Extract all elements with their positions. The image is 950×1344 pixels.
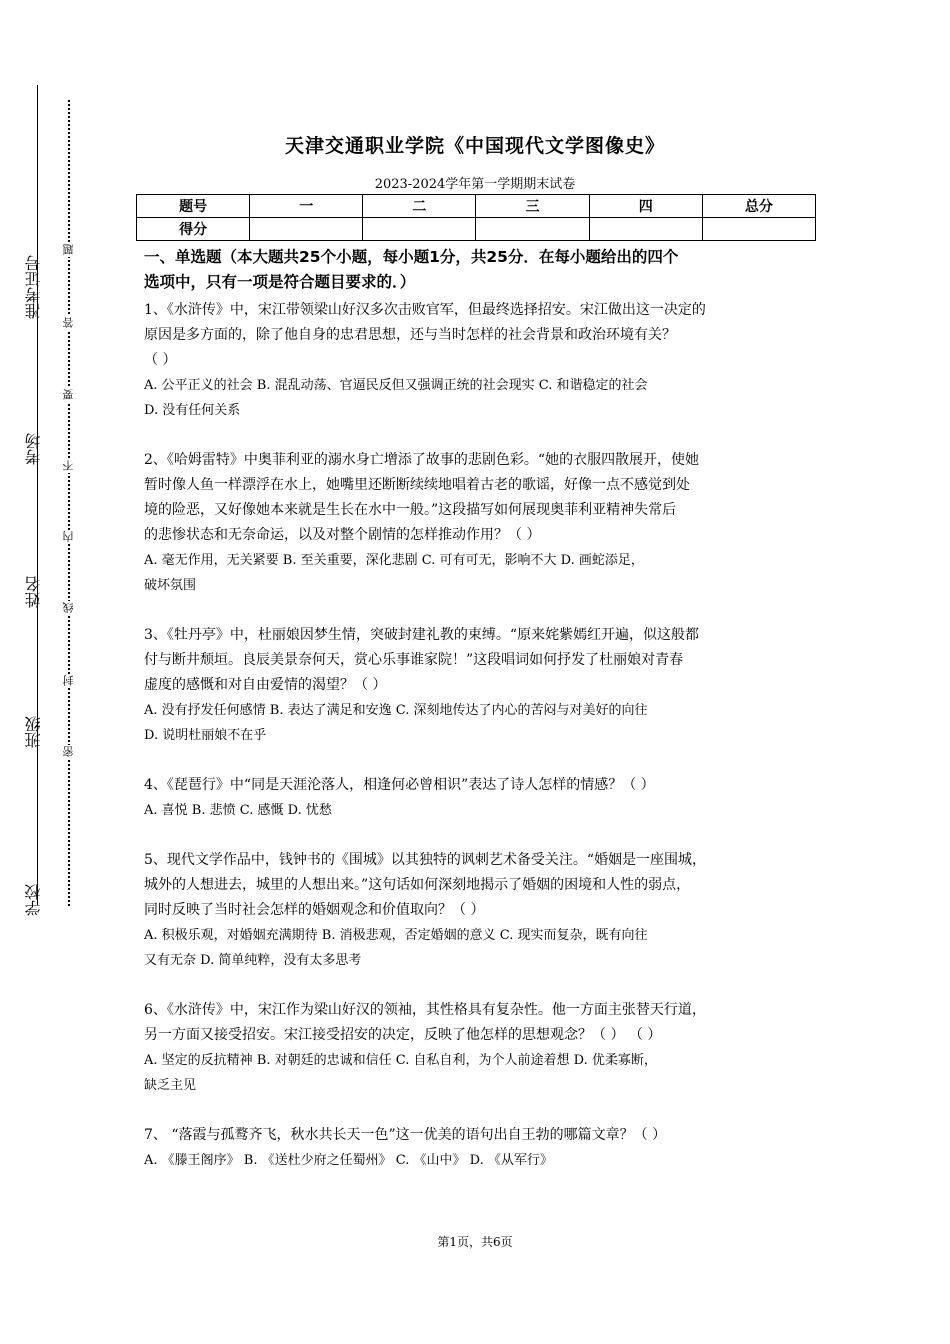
question-options-line: 破坏氛围: [144, 578, 197, 593]
score-cell: [702, 218, 815, 241]
question-stem-line: 虚度的感慨和对自由爱情的渴望？（ ）: [144, 677, 387, 693]
seal-char: 不: [62, 460, 75, 472]
question-options-line: A. 积极乐观，对婚姻充满期待 B. 消极悲观，否定婚姻的意义 C. 现实而复杂，既有向往: [144, 928, 648, 943]
question-stem-line: 付与断井颓垣。良辰美景奈何天，赏心乐事谁家院！”这段唱词如何抒发了杜丽娘对青春: [144, 652, 684, 668]
question-options-line: A. 毫无作用，无关紧要 B. 至关重要，深化悲剧 C. 可有可无，影响不大 D. 画蛇添足，: [144, 553, 644, 568]
seal-char: 题: [62, 244, 75, 256]
exam-body: [144, 245, 820, 1198]
score-header-cell: 总分: [702, 195, 815, 218]
score-row-label: 得分: [137, 218, 250, 241]
question-stem-line: 原因是多方面的，除了他自身的忠君思想，还与当时怎样的社会背景和政治环境有关？: [144, 327, 676, 343]
score-header-cell: 题号: [137, 195, 250, 218]
section-heading: [144, 245, 820, 295]
margin-field-class: 班级: [24, 716, 43, 748]
question-2: [144, 448, 820, 598]
score-table: [136, 194, 816, 241]
question-stem-line: 另一方面又接受招安。宋江接受招安的决定，反映了他怎样的思想观念？（ ） （ ）: [144, 1027, 662, 1043]
question-stem-line: 5、现代文学作品中，钱钟书的《围城》以其独特的讽刺艺术备受关注。“婚姻是一座围城，: [144, 852, 707, 868]
question-options-line: A. 没有抒发任何感情 B. 表达了满足和安逸 C. 深刻地传达了内心的苦闷与对美好的向往: [144, 703, 648, 718]
seal-char: 答: [62, 317, 75, 329]
question-options-line: A. 喜悦 B. 悲愤 C. 感慨 D. 忧愁: [144, 803, 332, 818]
score-cell: [476, 218, 589, 241]
seal-line: [68, 100, 70, 906]
exam-title: 天津交通职业学院《中国现代文学图像史》: [284, 135, 665, 157]
question-options-line: 又有无奈 D. 简单纯粹，没有太多思考: [144, 953, 362, 968]
question-stem-line: 境的险恶，又好像她本来就是生长在水中一般。”这段描写如何展现奥菲利亚精神失常后: [144, 502, 677, 518]
question-stem-line: 3、《牡丹亭》中，杜丽娘因梦生情，突破封建礼教的束缚。“原来姹紫嫣红开遍，似这般都: [144, 627, 700, 643]
score-table-score-row: [137, 218, 816, 241]
score-cell: [589, 218, 702, 241]
question-1: [144, 298, 820, 423]
margin-field-school: 学校: [24, 884, 43, 916]
score-cell: [363, 218, 476, 241]
exam-subtitle: 2023-2024学年第一学期期末试卷: [374, 177, 576, 192]
question-stem-line: 7、 “落霞与孤鹜齐飞，秋水共长天一色”这一优美的语句出自王勃的哪篇文章？（ ）: [144, 1127, 667, 1143]
question-3: [144, 623, 820, 748]
question-options-line: A. 公平正义的社会 B. 混乱动荡、官逼民反但又强调正统的社会现实 C. 和谐稳定的社会: [144, 378, 648, 393]
question-stem-line: 暂时像人鱼一样漂浮在水上，她嘴里还断断续续地唱着古老的歌谣，好像一点不感觉到处: [144, 477, 690, 493]
question-7: [144, 1123, 820, 1173]
seal-char: 密: [62, 746, 75, 758]
seal-char: 内: [62, 531, 75, 543]
question-6: [144, 998, 820, 1098]
score-header-cell: 二: [363, 195, 476, 218]
seal-char: 要: [62, 389, 75, 401]
question-options-line: D. 没有任何关系: [144, 403, 241, 418]
margin-field-name: 姓名: [24, 576, 43, 608]
score-cell: [250, 218, 363, 241]
question-stem-line: （ ）: [144, 352, 177, 368]
margin-field-exam-id: 准考证号: [24, 255, 43, 319]
question-options-line: D. 说明杜丽娘不在乎: [144, 728, 267, 743]
score-header-cell: 三: [476, 195, 589, 218]
question-stem-line: 4、《琵琶行》中“同是天涯沦落人，相逢何必曾相识”表达了诗人怎样的情感？（ ）: [144, 777, 655, 793]
margin-rule: [37, 85, 38, 905]
seal-char: 线: [62, 602, 75, 614]
question-4: [144, 773, 820, 823]
score-table-header-row: [137, 195, 816, 218]
page-footer: 第1页，共6页: [437, 1235, 513, 1249]
section-heading-line: 选项中，只有一项是符合题目要求的．）: [144, 273, 416, 291]
question-stem-line: 6、《水浒传》中，宋江作为梁山好汉的领袖，其性格具有复杂性。他一方面主张替天行道，: [144, 1002, 706, 1018]
seal-char: 封: [62, 675, 75, 687]
question-options-line: 缺乏主见: [144, 1078, 197, 1093]
question-5: [144, 848, 820, 973]
question-options-line: A. 《滕王阁序》 B. 《送杜少府之任蜀州》 C. 《山中》 D. 《从军行》: [144, 1153, 553, 1168]
score-header-cell: 四: [589, 195, 702, 218]
score-header-cell: 一: [250, 195, 363, 218]
question-stem-line: 1、《水浒传》中，宋江带领梁山好汉多次击败官军，但最终选择招安。宋江做出这一决定的: [144, 302, 706, 318]
question-stem-line: 同时反映了当时社会怎样的婚姻观念和价值取向？（ ）: [144, 902, 485, 918]
margin-field-exam-room: 考场: [24, 433, 43, 465]
section-heading-line: 一、单选题（本大题共25个小题，每小题1分，共25分．在每小题给出的四个: [144, 248, 679, 266]
question-stem-line: 2、《哈姆雷特》中奥菲利亚的溺水身亡增添了故事的悲剧色彩。“她的衣服四散展开，使她: [144, 452, 700, 468]
question-stem-line: 的悲惨状态和无奈命运，以及对整个剧情的怎样推动作用？（ ）: [144, 527, 541, 543]
question-stem-line: 城外的人想进去，城里的人想出来。”这句话如何深刻地揭示了婚姻的困境和人性的弱点，: [144, 877, 691, 893]
question-options-line: A. 坚定的反抗精神 B. 对朝廷的忠诚和信任 C. 自私自利，为个人前途着想 D. 优柔寡断，: [144, 1053, 657, 1068]
